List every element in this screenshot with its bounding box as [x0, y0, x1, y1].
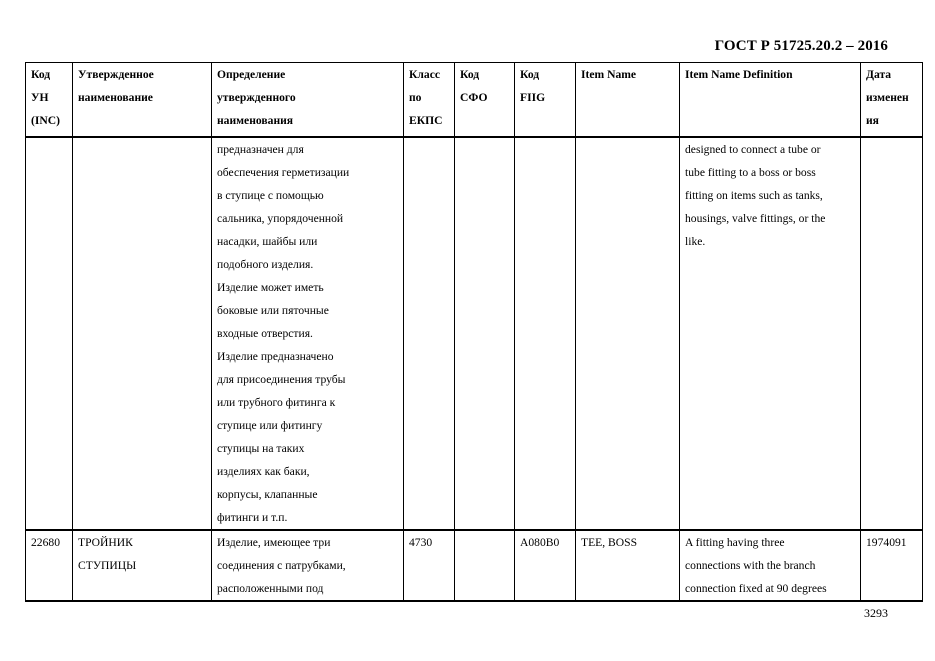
text-line: Определение	[217, 68, 286, 81]
cell-change-date	[861, 530, 923, 601]
header-sfo-code	[455, 63, 515, 138]
text-line: Изделие предназначено	[217, 350, 334, 363]
table-row	[26, 530, 923, 601]
text-line: A fitting having three	[685, 536, 785, 549]
text-line: УН	[31, 91, 49, 104]
text-line: или трубного фитинга к	[217, 396, 336, 409]
text-line: TEE, BOSS	[581, 536, 638, 549]
text-line: предназначен для	[217, 143, 304, 156]
text-line: ступицы на таких	[217, 442, 305, 455]
text-line: сальника, упорядоченной	[217, 212, 344, 225]
text-line: изделиях как баки,	[217, 465, 310, 478]
cell-item-name-definition	[680, 530, 861, 601]
text-line: ия	[866, 114, 879, 127]
text-line: ступице или фитингу	[217, 419, 323, 432]
text-line: наименование	[78, 91, 153, 104]
text-line: FIIG	[520, 91, 546, 104]
text-line: Item Name Definition	[685, 68, 793, 81]
text-line: по	[409, 91, 422, 104]
catalog-table	[25, 62, 923, 602]
cell-change-date	[861, 137, 923, 530]
text-line: соединения с патрубками,	[217, 559, 346, 572]
text-line: fitting on items such as tanks,	[685, 189, 823, 202]
header-ekps-class	[404, 63, 455, 138]
cell-item-name	[576, 137, 680, 530]
text-line: Изделие, имеющее три	[217, 536, 331, 549]
text-line: Item Name	[581, 68, 637, 81]
table-row	[26, 137, 923, 530]
text-line: боковые или пяточные	[217, 304, 329, 317]
text-line: housings, valve fittings, or the	[685, 212, 826, 225]
cell-approved-name	[73, 530, 212, 601]
text-line: ТРОЙНИК	[78, 536, 133, 549]
text-line: tube fitting to a boss or boss	[685, 166, 816, 179]
text-line: Дата	[866, 68, 892, 81]
cell-inc	[26, 137, 73, 530]
text-line: ЕКПС	[409, 114, 443, 127]
text-line: 4730	[409, 536, 433, 549]
text-line: connections with the branch	[685, 559, 816, 572]
text-line: утвержденного	[217, 91, 296, 104]
header-inc	[26, 63, 73, 138]
cell-item-name	[576, 530, 680, 601]
text-line: изменен	[866, 91, 909, 104]
header-fiig-code	[515, 63, 576, 138]
cell-fiig-code	[515, 137, 576, 530]
cell-ekps-class	[404, 137, 455, 530]
cell-sfo-code	[455, 530, 515, 601]
text-line: (INC)	[31, 114, 60, 127]
text-line: в ступице с помощью	[217, 189, 324, 202]
text-line: для присоединения трубы	[217, 373, 346, 386]
text-line: 22680	[31, 536, 60, 549]
cell-definition	[212, 530, 404, 601]
text-line: 1974091	[866, 536, 907, 549]
text-line: СФО	[460, 91, 488, 104]
text-line: фитинги и т.п.	[217, 511, 288, 524]
text-line: корпусы, клапанные	[217, 488, 318, 501]
text-line: насадки, шайбы или	[217, 235, 318, 248]
text-line: Изделие может иметь	[217, 281, 324, 294]
cell-sfo-code	[455, 137, 515, 530]
cell-inc	[26, 530, 73, 601]
cell-approved-name	[73, 137, 212, 530]
header-approved-name	[73, 63, 212, 138]
table-header-row	[26, 63, 923, 138]
header-change-date	[861, 63, 923, 138]
text-line: наименования	[217, 114, 294, 127]
header-item-name	[576, 63, 680, 138]
text-line: designed to connect a tube or	[685, 143, 821, 156]
text-line: connection fixed at 90 degrees	[685, 582, 827, 595]
header-item-name-definition	[680, 63, 861, 138]
cell-definition	[212, 137, 404, 530]
text-line: Класс	[409, 68, 440, 81]
text-line: Код	[520, 68, 540, 81]
cell-ekps-class	[404, 530, 455, 601]
text-line: подобного изделия.	[217, 258, 314, 271]
page-number: 3293	[864, 606, 888, 620]
document-standard-header: ГОСТ Р 51725.20.2 – 2016	[714, 38, 888, 54]
text-line: входные отверстия.	[217, 327, 313, 340]
text-line: СТУПИЦЫ	[78, 559, 137, 572]
text-line: like.	[685, 235, 706, 248]
cell-item-name-definition	[680, 137, 861, 530]
text-line: обеспечения герметизации	[217, 166, 350, 179]
text-line: Код	[460, 68, 480, 81]
cell-fiig-code	[515, 530, 576, 601]
text-line: Утвержденное	[78, 68, 154, 81]
header-definition	[212, 63, 404, 138]
text-line: расположенными под	[217, 582, 324, 595]
text-line: Код	[31, 68, 51, 81]
text-line: A080B0	[520, 536, 560, 549]
